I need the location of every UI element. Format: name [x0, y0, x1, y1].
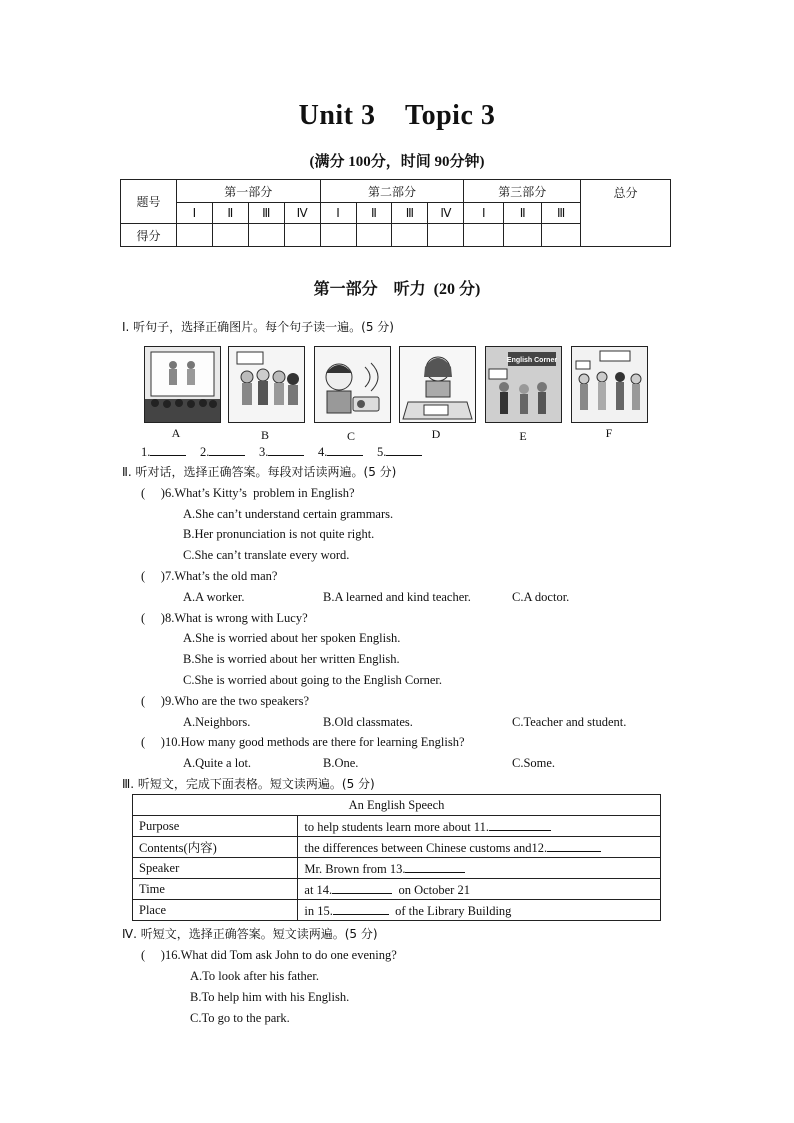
exam-info: (满分 100分，时间 90分钟): [309, 154, 485, 170]
option[interactable]: C.To go to the park.: [190, 1011, 290, 1025]
question-8: ( )8.What is wrong with Lucy?: [141, 611, 308, 625]
numeral-cell: Ⅲ: [392, 203, 428, 224]
numeral-cell: Ⅳ: [284, 203, 320, 224]
score-label: 得分: [121, 224, 177, 247]
answer-blank-4[interactable]: [318, 442, 363, 462]
picture-d-study: [399, 346, 476, 423]
question-9: ( )9.Who are the two speakers?: [141, 694, 309, 708]
picture-label: A: [171, 426, 181, 440]
blank-number: 3.: [259, 445, 269, 459]
speech-table-title: An English Speech: [133, 795, 661, 816]
row-value[interactable]: [298, 879, 661, 900]
question-6: ( )6.What’s Kitty’s problem in English?: [141, 486, 355, 500]
picture-label: E: [519, 429, 527, 443]
question-number-label: 题号: [121, 180, 177, 224]
numeral-cell: Ⅲ: [248, 203, 284, 224]
answer-blank-1[interactable]: [141, 442, 186, 462]
row-value[interactable]: [298, 816, 661, 837]
numeral-cell: Ⅱ: [212, 203, 248, 224]
picture-e-english-corner: [485, 346, 562, 423]
score-cell[interactable]: [176, 224, 212, 247]
row-text: the differences between Chinese customs and12.: [304, 840, 548, 855]
answer-blank-2[interactable]: [200, 442, 245, 462]
row-text: in 15.: [304, 903, 333, 918]
option[interactable]: C.Some.: [512, 756, 556, 770]
score-cell[interactable]: [392, 224, 428, 247]
blank-number: 5.: [377, 445, 387, 459]
score-cell[interactable]: [212, 224, 248, 247]
picture-c-radio: [314, 346, 391, 423]
row-value[interactable]: [298, 900, 661, 921]
section-title: 第一部分 听力 (20 分): [313, 281, 481, 298]
english-corner-sign: English Corner: [506, 357, 558, 364]
row-value[interactable]: [298, 837, 661, 858]
score-cell[interactable]: [428, 224, 464, 247]
part-i-heading: Ⅰ. 听句子，选择正确图片。每个句子读一遍。(5 分): [122, 320, 394, 334]
option[interactable]: B.Old classmates.: [323, 715, 413, 729]
score-cell[interactable]: [464, 224, 504, 247]
numeral-cell: Ⅱ: [356, 203, 392, 224]
part-iv-heading: Ⅳ. 听短文，选择正确答案。短文读两遍。(5 分): [122, 927, 378, 941]
picture-a-cinema: [144, 346, 221, 423]
row-text: at 14.: [304, 882, 333, 897]
option[interactable]: B.Her pronunciation is not quite right.: [183, 527, 375, 541]
picture-label: C: [346, 429, 355, 443]
row-label: Contents(内容): [133, 837, 298, 858]
picture-label: F: [605, 426, 613, 440]
numeral-cell: Ⅲ: [542, 203, 581, 224]
row-value[interactable]: [298, 858, 661, 879]
speech-table: [132, 794, 661, 921]
option[interactable]: A.A worker.: [183, 590, 245, 604]
numeral-cell: Ⅱ: [504, 203, 542, 224]
score-cell[interactable]: [542, 224, 581, 247]
numeral-cell: Ⅳ: [428, 203, 464, 224]
part2-header: 第二部分: [320, 180, 464, 203]
picture-b-group: [228, 346, 305, 423]
row-text: to help students learn more about 11.: [304, 819, 489, 834]
picture-f-students: [571, 346, 648, 423]
score-cell[interactable]: [356, 224, 392, 247]
part3-header: 第三部分: [464, 180, 581, 203]
score-cell[interactable]: [320, 224, 356, 247]
question-7: ( )7.What’s the old man?: [141, 569, 278, 583]
picture-label: B: [260, 428, 269, 442]
row-label: Place: [133, 900, 298, 921]
row-label: Purpose: [133, 816, 298, 837]
page-title: Unit 3 Topic 3: [298, 100, 496, 131]
option[interactable]: B.To help him with his English.: [190, 990, 350, 1004]
option[interactable]: C.She can’t translate every word.: [183, 548, 350, 562]
option[interactable]: B.One.: [323, 756, 359, 770]
row-label: Speaker: [133, 858, 298, 879]
option[interactable]: C.Teacher and student.: [512, 715, 627, 729]
option[interactable]: B.A learned and kind teacher.: [323, 590, 471, 604]
row-label: Time: [133, 879, 298, 900]
option[interactable]: A.Quite a lot.: [183, 756, 252, 770]
option[interactable]: B.She is worried about her written English.: [183, 652, 400, 666]
question-10: ( )10.How many good methods are there for learning English?: [141, 735, 465, 749]
blank-number: 1.: [141, 445, 151, 459]
option[interactable]: C.A doctor.: [512, 590, 570, 604]
option[interactable]: A.She is worried about her spoken English.: [183, 631, 401, 645]
row-text-after: on October 21: [392, 882, 470, 897]
answer-blank-5[interactable]: [377, 442, 422, 462]
part-iii-heading: Ⅲ. 听短文，完成下面表格。短文读两遍。(5 分): [122, 777, 375, 791]
row-text-after: of the Library Building: [388, 903, 512, 918]
blank-number: 4.: [318, 445, 328, 459]
score-cell[interactable]: [284, 224, 320, 247]
question-16: ( )16.What did Tom ask John to do one evening?: [141, 948, 397, 962]
numeral-cell: Ⅰ: [176, 203, 212, 224]
blank-number: 2.: [200, 445, 210, 459]
total-header: 总分: [581, 180, 671, 247]
part-ii-heading: Ⅱ. 听对话，选择正确答案。每段对话读两遍。(5 分): [122, 465, 397, 479]
score-cell[interactable]: [248, 224, 284, 247]
numeral-cell: Ⅰ: [464, 203, 504, 224]
score-table: [120, 179, 671, 247]
option[interactable]: A.Neighbors.: [183, 715, 251, 729]
row-text: Mr. Brown from 13.: [304, 861, 406, 876]
option[interactable]: A.To look after his father.: [190, 969, 319, 983]
numeral-cell: Ⅰ: [320, 203, 356, 224]
option[interactable]: A.She can’t understand certain grammars.: [183, 507, 394, 521]
score-cell[interactable]: [504, 224, 542, 247]
answer-blank-3[interactable]: [259, 442, 304, 462]
part1-header: 第一部分: [176, 180, 320, 203]
picture-label: D: [431, 427, 441, 441]
option[interactable]: C.She is worried about going to the English Corner.: [183, 673, 443, 687]
